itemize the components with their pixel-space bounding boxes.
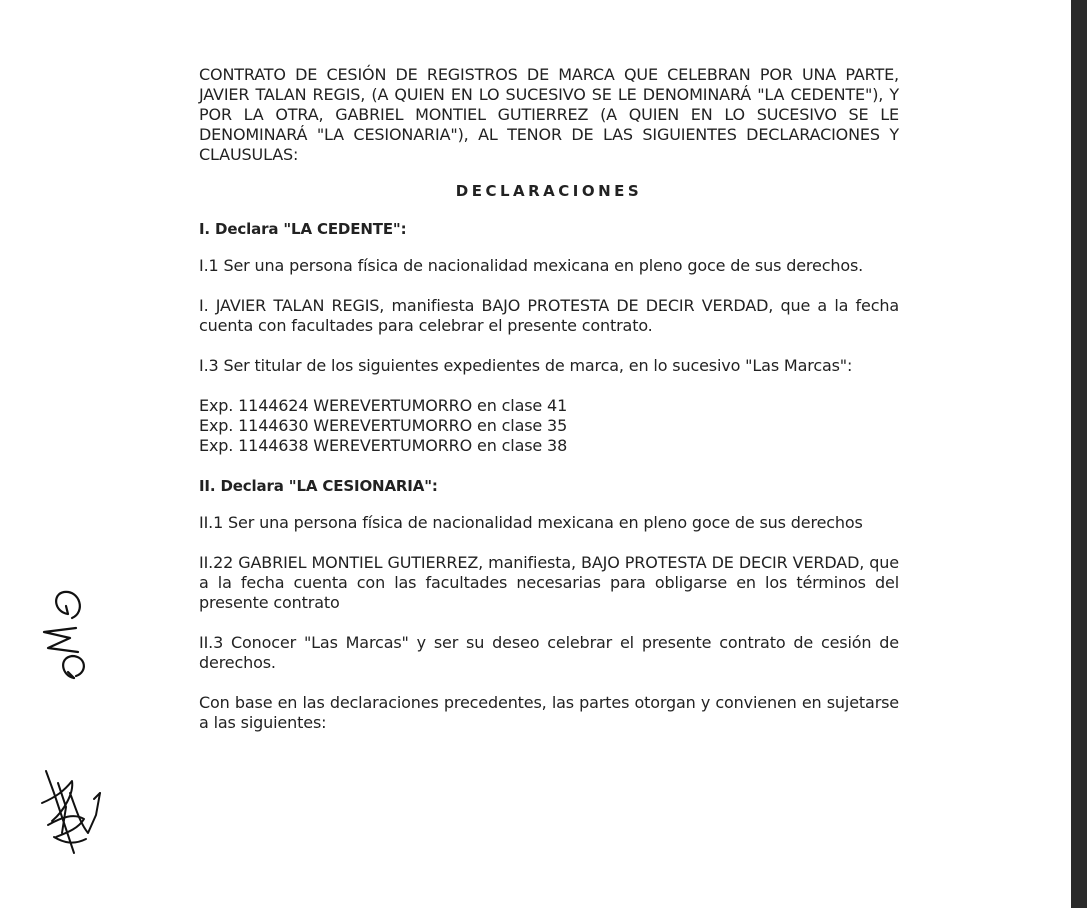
contract-intro: CONTRATO DE CESIÓN DE REGISTROS DE MARCA QUE CELEBRAN POR UNA PARTE, JAVIER TALAN REGIS, (A QUIEN EN LO SUCESIVO SE LE DENOMINARÁ "LA CEDENTE"), Y POR LA OTRA, GABRIEL MONTIEL GUTIERREZ (A QUIEN EN LO SUCESIVO SE LE DENOMINARÁ "LA CESIONARIA"), AL TENOR DE LAS SIGUIENTES DECLARACIONES Y CLAUSULAS: xyxy=(199,65,899,164)
clause-1-1: I.1 Ser una persona física de nacionalidad mexicana en pleno goce de sus derechos. xyxy=(199,256,864,275)
expediente-item: Exp. 1144630 WEREVERTUMORRO en clase 35 xyxy=(199,416,568,435)
expediente-item: Exp. 1144624 WEREVERTUMORRO en clase 41 xyxy=(199,396,568,415)
section-2-heading: II. Declara "LA CESIONARIA": xyxy=(199,477,438,495)
contract-page xyxy=(199,65,899,733)
clause-2-2: II.22 GABRIEL MONTIEL GUTIERREZ, manifiesta, BAJO PROTESTA DE DECIR VERDAD, que a la fecha cuenta con las facultades necesarias para obligarse en los términos del presente contrato xyxy=(199,553,899,612)
closing-paragraph: Con base en las declaraciones precedentes, las partes otorgan y convienen en sujetarse a las siguientes: xyxy=(199,693,899,732)
clause-1-3: I.3 Ser titular de los siguientes expedientes de marca, en lo sucesivo "Las Marcas": xyxy=(199,356,853,375)
clause-2-3: II.3 Conocer "Las Marcas" y ser su deseo celebrar el presente contrato de cesión de derechos. xyxy=(199,633,899,672)
clause-2-1: II.1 Ser una persona física de nacionalidad mexicana en pleno goce de sus derechos xyxy=(199,513,863,532)
clause-1-2: I. JAVIER TALAN REGIS, manifiesta BAJO PROTESTA DE DECIR VERDAD, que a la fecha cuenta con facultades para celebrar el presente contrato. xyxy=(199,296,899,335)
initials-signature xyxy=(28,572,98,692)
expedientes-list xyxy=(199,396,899,456)
handwritten-signature xyxy=(34,763,114,863)
declaraciones-heading: DECLARACIONES xyxy=(455,182,643,200)
expediente-item: Exp. 1144638 WEREVERTUMORRO en clase 38 xyxy=(199,436,568,455)
section-1-heading: I. Declara "LA CEDENTE": xyxy=(199,220,407,238)
viewer-right-edge xyxy=(1071,0,1087,908)
